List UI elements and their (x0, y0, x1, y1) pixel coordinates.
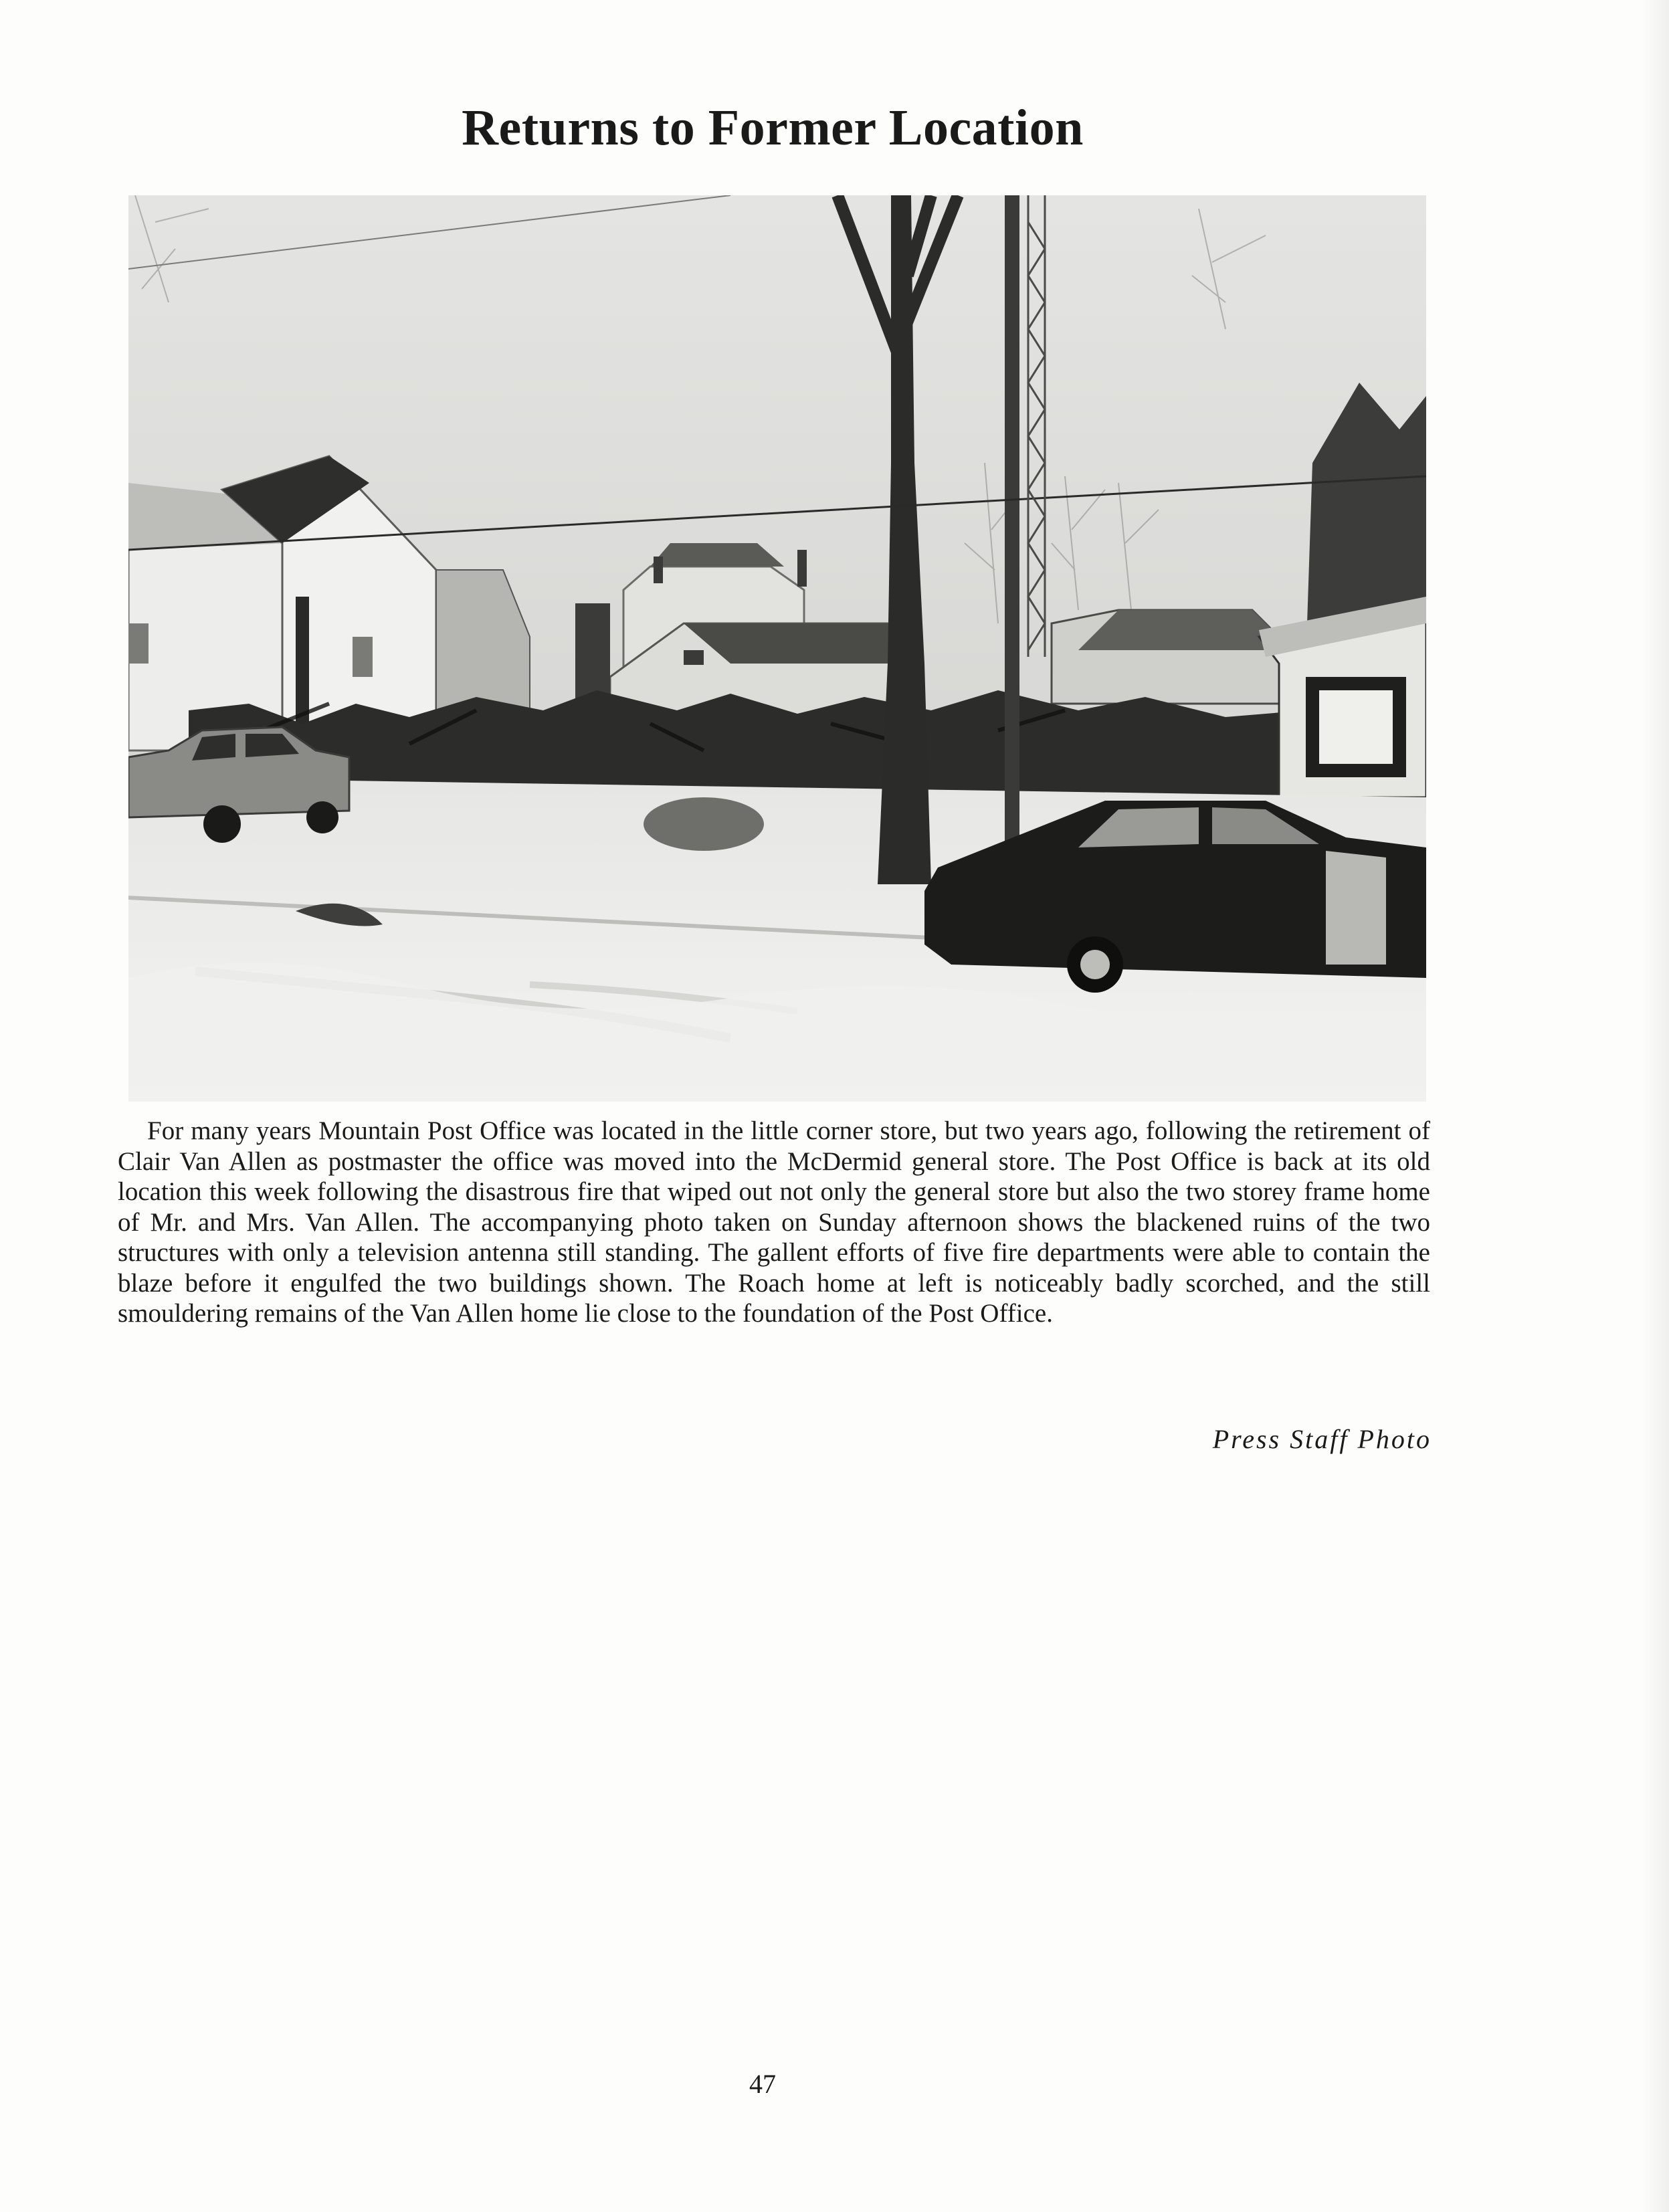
page-title: Returns to Former Location (462, 100, 1084, 156)
page-number: 47 (749, 2069, 776, 2099)
news-photo (128, 195, 1426, 1102)
page-edge-shadow (1642, 0, 1669, 2212)
photo-credit: Press Staff Photo (1212, 1424, 1432, 1454)
article-body: For many years Mountain Post Office was located in the little corner store, but two years ago, following the retirement of Clair Van Allen as postmaster the office was moved into the McDermid general store. The Post Office is back at its old location this week following the disastrous fire that wiped out not only the general store but also the two storey frame home of Mr. and Mrs. Van Allen. The accompanying photo taken on Sunday afternoon shows the blackened ruins of the two structures with only a television antenna still standing. The gallent efforts of five fire departments were able to contain the blaze before it engulfed the two buildings shown. The Roach home at left is noticeably badly scorched, and the still smouldering remains of the Van Allen home lie close to the foundation of the Post Office. (118, 1116, 1430, 1328)
photo-illustration (128, 195, 1426, 1102)
